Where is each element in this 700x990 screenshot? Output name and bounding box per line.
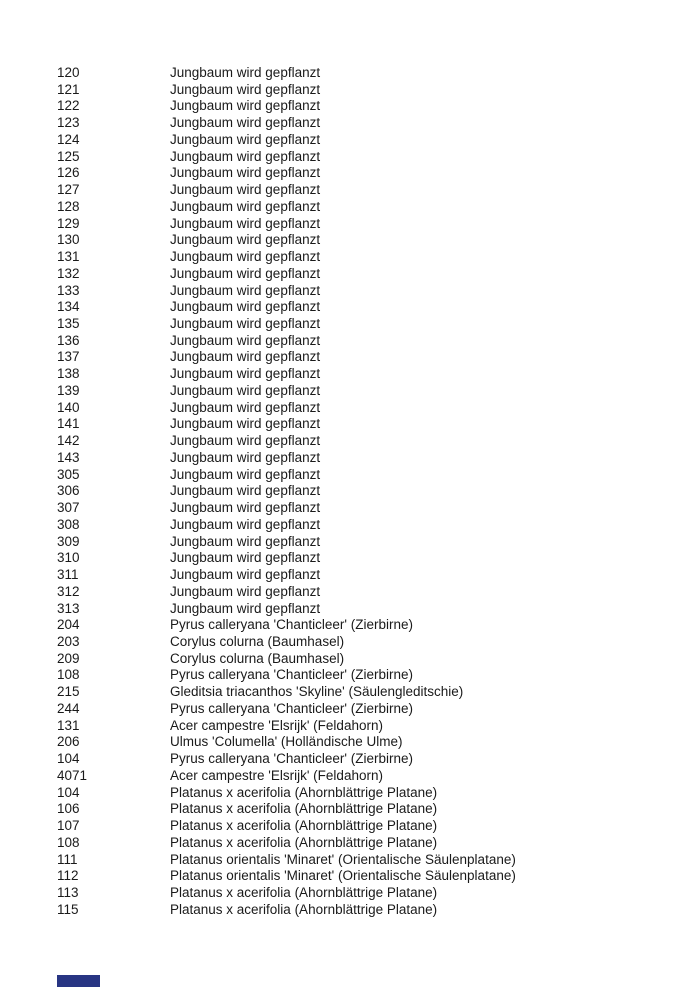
tree-status: Ulmus 'Columella' (Holländische Ulme) (170, 734, 403, 750)
tree-status: Jungbaum wird gepflanzt (170, 366, 321, 382)
table-row (0, 550, 700, 567)
table-row (0, 718, 700, 735)
tree-number: 131 (57, 717, 80, 733)
tree-number: 136 (57, 332, 80, 348)
table-row (0, 483, 700, 500)
tree-number: 142 (57, 433, 80, 449)
tree-number: 244 (57, 700, 80, 716)
tree-status: Jungbaum wird gepflanzt (170, 148, 321, 164)
tree-number: 310 (57, 550, 80, 566)
table-row (0, 216, 700, 233)
tree-number: 113 (57, 884, 79, 900)
tree-status: Jungbaum wird gepflanzt (170, 466, 321, 482)
table-row (0, 601, 700, 618)
table-row (0, 835, 700, 852)
table-row (0, 617, 700, 634)
table-row (0, 751, 700, 768)
table-row (0, 333, 700, 350)
tree-status: Platanus orientalis 'Minaret' (Orientalische Säulenplatane) (170, 868, 516, 884)
table-row (0, 500, 700, 517)
tree-number: 128 (57, 198, 80, 214)
table-row (0, 885, 700, 902)
tree-number: 127 (57, 182, 80, 198)
tree-number: 120 (57, 65, 80, 80)
tree-status: Jungbaum wird gepflanzt (170, 399, 321, 415)
table-row (0, 65, 700, 82)
table-row (0, 734, 700, 751)
tree-number: 306 (57, 483, 80, 499)
table-row (0, 182, 700, 199)
tree-status: Acer campestre 'Elsrijk' (Feldahorn) (170, 717, 383, 733)
tree-status: Jungbaum wird gepflanzt (170, 131, 321, 147)
tree-number: 115 (57, 901, 79, 917)
tree-status: Jungbaum wird gepflanzt (170, 533, 321, 549)
tree-status: Jungbaum wird gepflanzt (170, 416, 321, 432)
table-row (0, 349, 700, 366)
tree-status: Jungbaum wird gepflanzt (170, 567, 321, 583)
table-row (0, 584, 700, 601)
tree-status: Jungbaum wird gepflanzt (170, 433, 321, 449)
tree-number: 124 (57, 131, 80, 147)
table-row (0, 115, 700, 132)
tree-number: 108 (57, 667, 80, 683)
tree-status: Corylus colurna (Baumhasel) (170, 650, 345, 666)
tree-number: 138 (57, 366, 80, 382)
tree-status: Pyrus calleryana 'Chanticleer' (Zierbirne) (170, 667, 413, 683)
tree-number: 121 (57, 81, 80, 97)
tree-number: 134 (57, 299, 80, 315)
tree-status: Jungbaum wird gepflanzt (170, 583, 321, 599)
tree-number: 204 (57, 617, 80, 633)
table-row (0, 283, 700, 300)
tree-number: 307 (57, 500, 80, 516)
table-row (0, 383, 700, 400)
tree-status: Jungbaum wird gepflanzt (170, 382, 321, 398)
tree-number: 112 (57, 868, 79, 884)
tree-number: 107 (57, 818, 80, 834)
table-row (0, 132, 700, 149)
table-row (0, 232, 700, 249)
tree-number: 130 (57, 232, 80, 248)
table-row (0, 667, 700, 684)
table-row (0, 567, 700, 584)
table-row (0, 902, 700, 919)
tree-number: 132 (57, 265, 80, 281)
table-row (0, 316, 700, 333)
table-row (0, 651, 700, 668)
tree-status: Jungbaum wird gepflanzt (170, 500, 321, 516)
tree-number: 308 (57, 516, 80, 532)
table-row (0, 801, 700, 818)
tree-status: Platanus x acerifolia (Ahornblättrige Platane) (170, 784, 438, 800)
tree-status: Jungbaum wird gepflanzt (170, 81, 321, 97)
table-row (0, 433, 700, 450)
tree-number: 203 (57, 633, 80, 649)
tree-number: 206 (57, 734, 80, 750)
tree-list (0, 65, 700, 918)
tree-status: Jungbaum wird gepflanzt (170, 483, 321, 499)
tree-number: 209 (57, 650, 80, 666)
table-row (0, 701, 700, 718)
tree-status: Acer campestre 'Elsrijk' (Feldahorn) (170, 767, 383, 783)
tree-status: Jungbaum wird gepflanzt (170, 232, 321, 248)
tree-status: Jungbaum wird gepflanzt (170, 65, 321, 80)
table-row (0, 517, 700, 534)
tree-number: 140 (57, 399, 80, 415)
tree-number: 309 (57, 533, 80, 549)
tree-number: 123 (57, 115, 80, 131)
table-row (0, 299, 700, 316)
tree-status: Platanus x acerifolia (Ahornblättrige Platane) (170, 834, 438, 850)
tree-number: 104 (57, 751, 80, 767)
tree-status: Corylus colurna (Baumhasel) (170, 633, 345, 649)
tree-status: Jungbaum wird gepflanzt (170, 550, 321, 566)
tree-status: Pyrus calleryana 'Chanticleer' (Zierbirne) (170, 700, 413, 716)
tree-status: Pyrus calleryana 'Chanticleer' (Zierbirne) (170, 751, 413, 767)
tree-status: Jungbaum wird gepflanzt (170, 332, 321, 348)
tree-status: Jungbaum wird gepflanzt (170, 316, 321, 332)
table-row (0, 785, 700, 802)
tree-number: 137 (57, 349, 80, 365)
table-row (0, 82, 700, 99)
tree-status: Jungbaum wird gepflanzt (170, 198, 321, 214)
tree-number: 4071 (57, 767, 88, 783)
table-row (0, 534, 700, 551)
tree-number: 131 (57, 249, 80, 265)
tree-number: 139 (57, 382, 80, 398)
table-row (0, 98, 700, 115)
tree-status: Jungbaum wird gepflanzt (170, 98, 321, 114)
table-row (0, 400, 700, 417)
table-row (0, 467, 700, 484)
tree-status: Jungbaum wird gepflanzt (170, 449, 321, 465)
tree-status: Jungbaum wird gepflanzt (170, 516, 321, 532)
table-row (0, 249, 700, 266)
tree-status: Jungbaum wird gepflanzt (170, 215, 321, 231)
tree-number: 215 (57, 684, 80, 700)
tree-status: Jungbaum wird gepflanzt (170, 265, 321, 281)
table-row (0, 199, 700, 216)
tree-status: Jungbaum wird gepflanzt (170, 182, 321, 198)
tree-number: 129 (57, 215, 80, 231)
tree-number: 143 (57, 449, 80, 465)
tree-number: 125 (57, 148, 80, 164)
table-row (0, 852, 700, 869)
tree-status: Platanus x acerifolia (Ahornblättrige Platane) (170, 884, 438, 900)
tree-status: Gleditsia triacanthos 'Skyline' (Säulengleditschie) (170, 684, 464, 700)
table-row (0, 266, 700, 283)
tree-number: 135 (57, 316, 80, 332)
tree-status: Platanus orientalis 'Minaret' (Orientalische Säulenplatane) (170, 851, 516, 867)
tree-number: 111 (57, 851, 78, 867)
tree-number: 106 (57, 801, 80, 817)
tree-number: 312 (57, 583, 80, 599)
tree-status: Platanus x acerifolia (Ahornblättrige Platane) (170, 801, 438, 817)
table-row (0, 684, 700, 701)
footer-accent-bar (57, 975, 100, 987)
table-row (0, 149, 700, 166)
tree-status: Jungbaum wird gepflanzt (170, 600, 321, 616)
tree-number: 141 (57, 416, 80, 432)
table-row (0, 450, 700, 467)
tree-number: 122 (57, 98, 80, 114)
table-row (0, 416, 700, 433)
tree-status: Jungbaum wird gepflanzt (170, 165, 321, 181)
tree-number: 313 (57, 600, 80, 616)
table-row (0, 634, 700, 651)
tree-status: Jungbaum wird gepflanzt (170, 249, 321, 265)
table-row (0, 768, 700, 785)
tree-number: 311 (57, 567, 79, 583)
tree-status: Jungbaum wird gepflanzt (170, 282, 321, 298)
tree-number: 126 (57, 165, 80, 181)
table-row (0, 165, 700, 182)
tree-status: Jungbaum wird gepflanzt (170, 299, 321, 315)
tree-number: 104 (57, 784, 80, 800)
tree-number: 108 (57, 834, 80, 850)
table-row (0, 818, 700, 835)
tree-status: Platanus x acerifolia (Ahornblättrige Platane) (170, 901, 438, 917)
tree-number: 133 (57, 282, 80, 298)
tree-status: Jungbaum wird gepflanzt (170, 349, 321, 365)
tree-status: Pyrus calleryana 'Chanticleer' (Zierbirne) (170, 617, 413, 633)
table-row (0, 868, 700, 885)
table-row (0, 366, 700, 383)
tree-status: Platanus x acerifolia (Ahornblättrige Platane) (170, 818, 438, 834)
tree-status: Jungbaum wird gepflanzt (170, 115, 321, 131)
tree-number: 305 (57, 466, 80, 482)
